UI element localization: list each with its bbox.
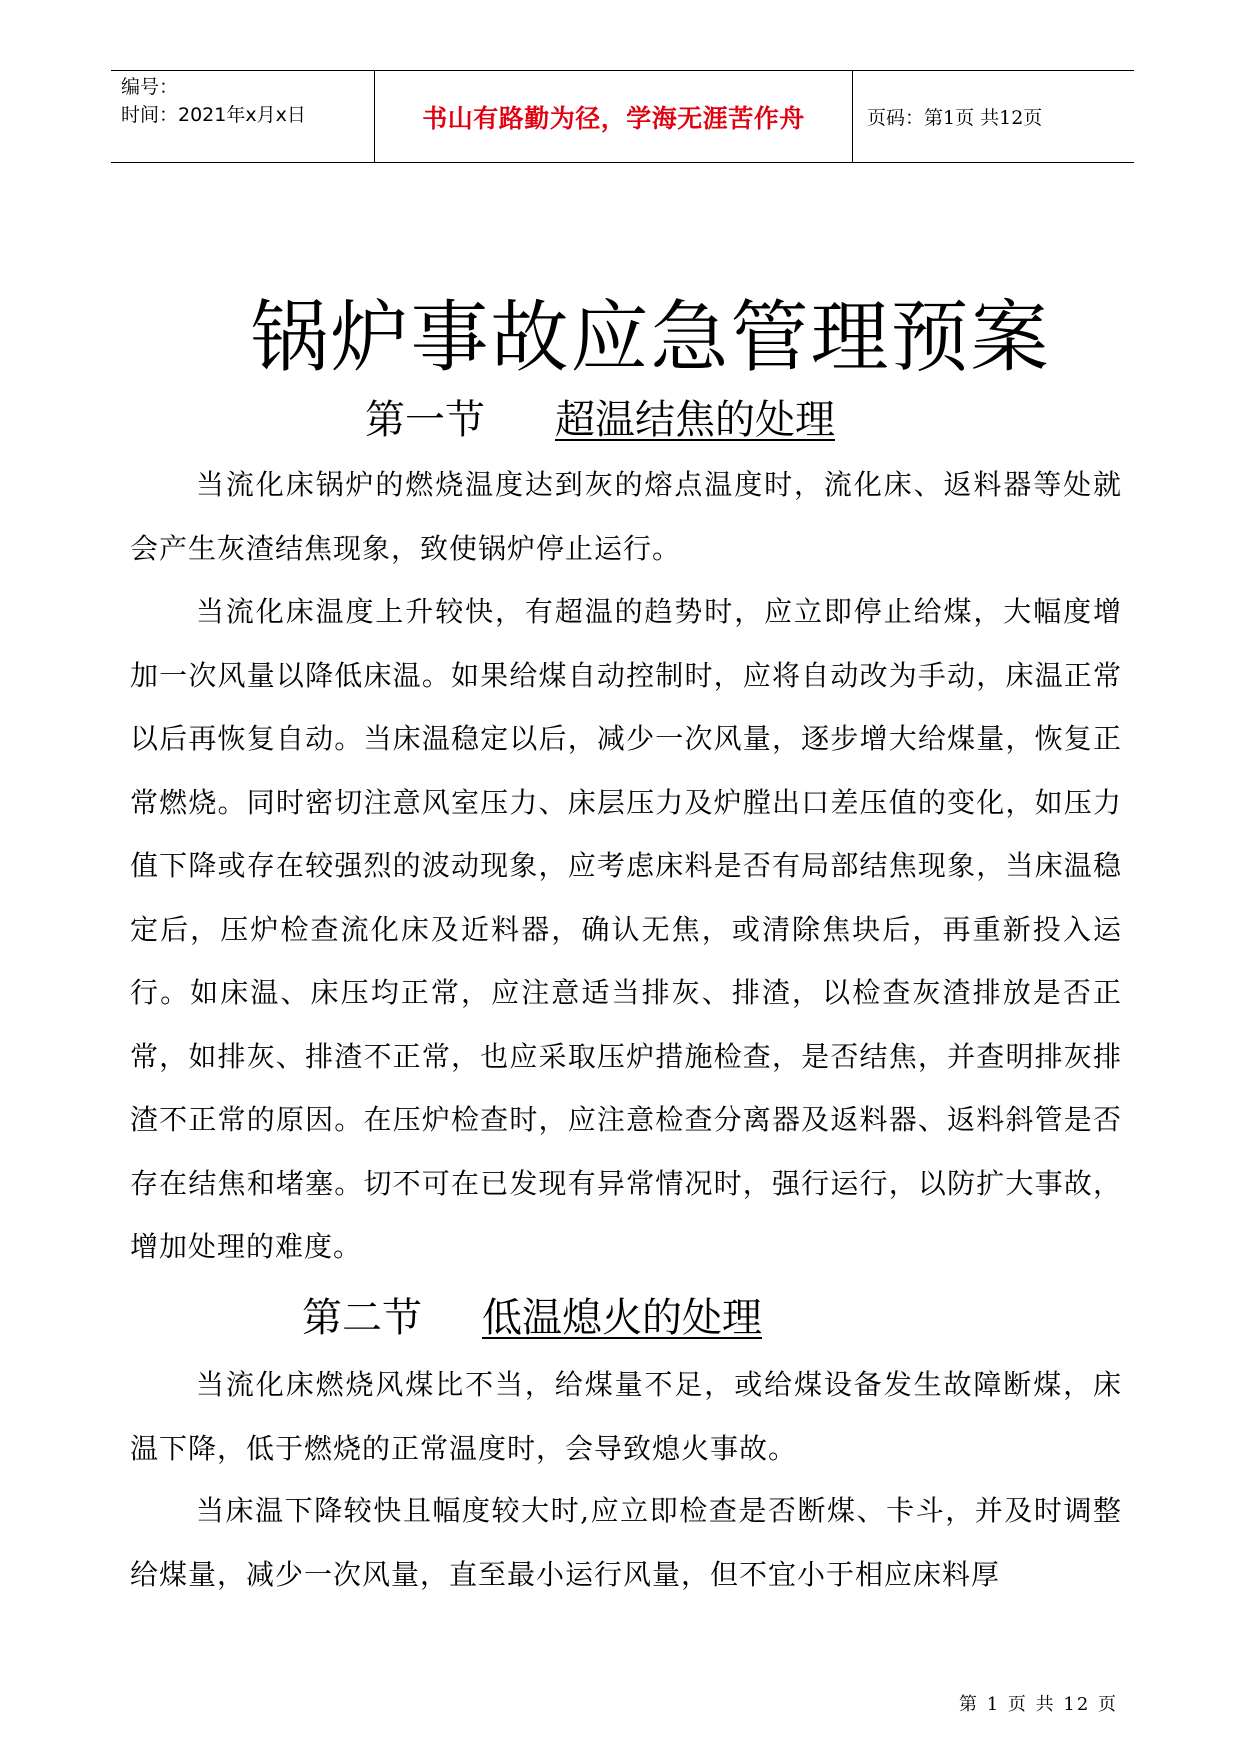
section-heading-2 <box>302 1291 762 1345</box>
header-meta-cell <box>111 71 375 162</box>
section-number: 第二节 <box>302 1295 422 1341</box>
paragraph: 当床温下降较快且幅度较大时,应立即检查是否断煤、卡斗，并及时调整给煤量，减少一次风量，直至最小运行风量，但不宜小于相应床料厚 <box>130 1494 1122 1591</box>
document-time: 时间：2021年x月x日 <box>121 104 306 126</box>
paragraph: 当流化床锅炉的燃烧温度达到灰的熔点温度时，流化床、返料器等处就会产生灰渣结焦现象，致使锅炉停止运行。 <box>130 468 1122 565</box>
page-header <box>111 70 1134 163</box>
header-page-cell <box>853 71 1134 162</box>
section-name: 超温结焦的处理 <box>555 397 835 443</box>
document-number-label: 编号： <box>121 76 179 98</box>
section-name: 低温熄火的处理 <box>482 1295 762 1341</box>
page-footer: 第 1 页 共 12 页 <box>959 1694 1118 1715</box>
header-page-info: 页码：第1页 共12页 <box>867 107 1043 129</box>
paragraph: 当流化床温度上升较快，有超温的趋势时，应立即停止给煤，大幅度增加一次风量以降低床温。如果给煤自动控制时，应将自动改为手动，床温正常以后再恢复自动。当床温稳定以后，减少一次风量，逐步增大给煤量，恢复正常燃烧。同时密切注意风室压力、床层压力及炉膛出口差压值的变化，如压力值下降或存在较强烈的波动现象，应考虑床料是否有局部结焦现象，当床温稳定后，压炉检查流化床及近料器，确认无焦，或清除焦块后，再重新投入运行。如床温、床压均正常，应注意适当排灰、排渣，以检查灰渣排放是否正常，如排灰、排渣不正常，也应采取压炉措施检查，是否结焦，并查明排灰排渣不正常的原因。在压炉检查时，应注意检查分离器及返料器、返料斜管是否存在结焦和堵塞。切不可在已发现有异常情况时，强行运行，以防扩大事故，增加处理的难度。 <box>130 595 1122 1263</box>
paragraph: 当流化床燃烧风煤比不当，给煤量不足，或给煤设备发生故障断煤，床温下降，低于燃烧的正常温度时，会导致熄火事故。 <box>130 1368 1122 1465</box>
motto-text: 书山有路勤为径，学海无涯苦作舟 <box>422 103 805 133</box>
section-heading-1 <box>365 393 835 447</box>
section-number: 第一节 <box>365 397 485 443</box>
header-motto-cell <box>375 71 853 162</box>
document-title: 锅炉事故应急管理预案 <box>250 293 1051 383</box>
